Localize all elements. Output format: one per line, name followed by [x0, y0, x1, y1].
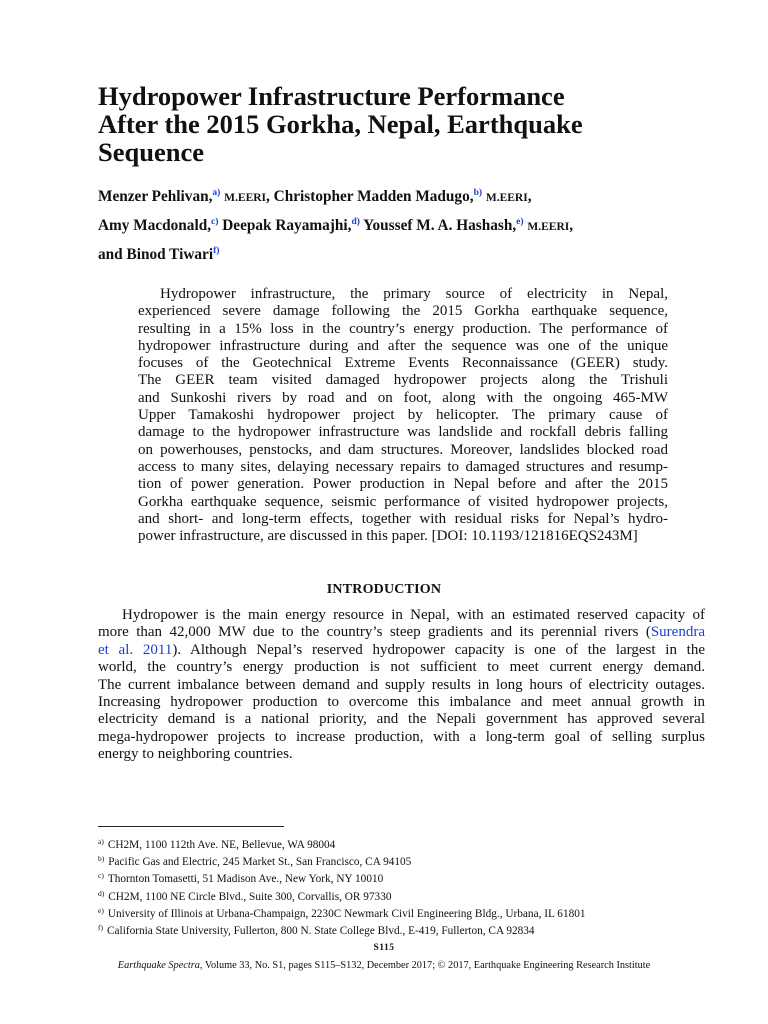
journal-citation — [0, 960, 768, 971]
title-line: Hydropower Infrastructure Performance — [98, 81, 565, 111]
affiliation-link[interactable]: f) — [213, 246, 220, 256]
affiliation-link[interactable]: c) — [211, 217, 219, 227]
title-line: Sequence — [98, 137, 204, 167]
journal-details: , Volume 33, No. S1, pages S115–S132, December 2017; © 2017, Earthquake Engineering Research Institute — [199, 960, 651, 971]
footnote-mark: f) — [98, 923, 103, 933]
abstract-line: on powerhouses, penstocks, and dam structures. Moreover, landslides blocked road — [138, 441, 668, 458]
footnote-divider — [98, 826, 284, 827]
abstract-line: power infrastructure, are discussed in this paper. [DOI: 10.1193/121816EQS243M] — [138, 528, 638, 545]
abstract-line: access to many sites, delaying necessary repairs to damaged structures and resump- — [138, 458, 668, 475]
author-name: Menzer Pehlivan, — [98, 188, 213, 205]
footnotes — [98, 835, 718, 938]
paragraph-line: Increasing hydropower production to overcome this imbalance and meet annual growth in — [98, 694, 705, 711]
author-name: Deepak Rayamajhi, — [222, 217, 352, 234]
abstract-line: tion of power generation. Power production in Nepal before and after the 2015 — [138, 476, 668, 493]
footnote-text: Thornton Tomasetti, 51 Madison Ave., New York, NY 10010 — [107, 873, 384, 886]
abstract-line: Hydropower infrastructure, the primary source of electricity in Nepal, — [160, 286, 668, 302]
author-list — [98, 181, 718, 267]
author-name: Amy Macdonald, — [98, 217, 212, 234]
abstract-line: Gorkha earthquake sequence, seismic performance of visited hydropower projects, — [138, 493, 668, 510]
footnote — [98, 869, 718, 886]
text-run: more than 42,000 MW due to the country’s steep gradients and its perennial rivers ( — [98, 624, 651, 641]
affiliation-link[interactable]: a) — [212, 188, 221, 198]
abstract-line: resulting in a 15% loss in the country’s energy production. The performance of — [138, 320, 668, 337]
affiliation-link[interactable]: d) — [351, 217, 360, 227]
footnote — [98, 921, 718, 938]
author-line — [98, 210, 718, 239]
footnote-text: CH2M, 1100 112th Ave. NE, Bellevue, WA 98004 — [107, 839, 336, 851]
section-heading: INTRODUCTION — [326, 582, 442, 597]
citation-link[interactable]: et al. 2011 — [98, 641, 173, 658]
author-name: and Binod Tiwari — [98, 246, 214, 263]
footnote-mark: e) — [98, 905, 104, 915]
footnote-text: California State University, Fullerton, 800 N. State College Blvd., E-419, Fullerton, CA 92834 — [107, 925, 535, 938]
paragraph-line: Hydropower is the main energy resource in Nepal, with an estimated reserved capacity of — [122, 607, 705, 623]
author-line — [98, 181, 718, 210]
affiliation-link[interactable]: b) — [473, 188, 483, 198]
paragraph-line — [98, 624, 705, 641]
footnote — [98, 887, 718, 904]
footnote-text: CH2M, 1100 NE Circle Blvd., Suite 300, Corvallis, OR 97330 — [108, 890, 392, 903]
paper-title — [98, 82, 698, 166]
abstract-line: The GEER team visited damaged hydropower projects along the Trishuli — [138, 372, 668, 389]
paragraph-line: mega-hydropower projects to increase production, with a long-term goal of selling surplus — [98, 728, 705, 745]
abstract — [138, 286, 668, 545]
society-label: M.EERI — [527, 221, 570, 233]
footnote-mark: d) — [98, 888, 105, 898]
abstract-line: damage to the hydropower infrastructure was landslide and rockfall debris falling — [138, 424, 668, 441]
paragraph-line: The current imbalance between demand and supply results in long hours of electricity outages. — [98, 676, 705, 693]
affiliation-link[interactable]: e) — [516, 217, 524, 227]
abstract-line: experienced severe damage following the 2015 Gorkha earthquake sequence, — [138, 303, 668, 320]
paragraph-line: world, the country’s energy production is not sufficient to meet current energy demand. — [98, 659, 705, 676]
society-label: M.EERI — [485, 192, 528, 204]
footnote-mark: c) — [98, 871, 104, 881]
abstract-line: hydropower infrastructure during and after the sequence was one of the unique — [138, 337, 668, 354]
introduction-paragraph — [98, 607, 705, 764]
abstract-line: Upper Tamakoshi hydropower project by helicopter. The primary cause of — [138, 407, 668, 424]
footnote-mark: b) — [98, 854, 105, 864]
footnote — [98, 904, 718, 921]
footnote — [98, 852, 718, 869]
paragraph-line: electricity demand is a national priority, and the Nepali government has approved several — [98, 711, 705, 728]
footnote-text: University of Illinois at Urbana-Champaign, 2230C Newmark Civil Engineering Bldg., Urbana, IL 61801 — [107, 907, 586, 920]
title-line: After the 2015 Gorkha, Nepal, Earthquake — [98, 109, 583, 139]
author-line — [98, 239, 718, 267]
citation-link[interactable]: Surendra — [650, 624, 705, 641]
society-label: M.EERI — [224, 192, 267, 204]
abstract-line: and short- and long-term effects, together with residual risks for Nepal’s hydro- — [138, 510, 668, 527]
footnote-text: Pacific Gas and Electric, 245 Market St., San Francisco, CA 94105 — [108, 856, 412, 869]
abstract-line: and Sunkoshi rivers by road and on foot, along with the ongoing 465-MW — [138, 389, 668, 406]
footnote-mark: a) — [98, 837, 104, 846]
paragraph-line: energy to neighboring countries. — [98, 746, 293, 763]
author-name: , Christopher Madden Madugo, — [266, 188, 474, 205]
author-name: Youssef M. A. Hashash, — [363, 217, 517, 234]
abstract-line: focuses of the Geotechnical Extreme Events Reconnaissance (GEER) study. — [138, 355, 668, 372]
separator: , — [569, 217, 574, 234]
page-number: S115 — [373, 943, 395, 953]
journal-name: Earthquake Spectra — [117, 960, 200, 971]
paragraph-line — [98, 642, 705, 659]
footnote — [98, 835, 718, 852]
text-run: ). Although Nepal’s reserved hydropower capacity is one of the largest in the — [172, 641, 706, 658]
separator: , — [527, 188, 532, 205]
